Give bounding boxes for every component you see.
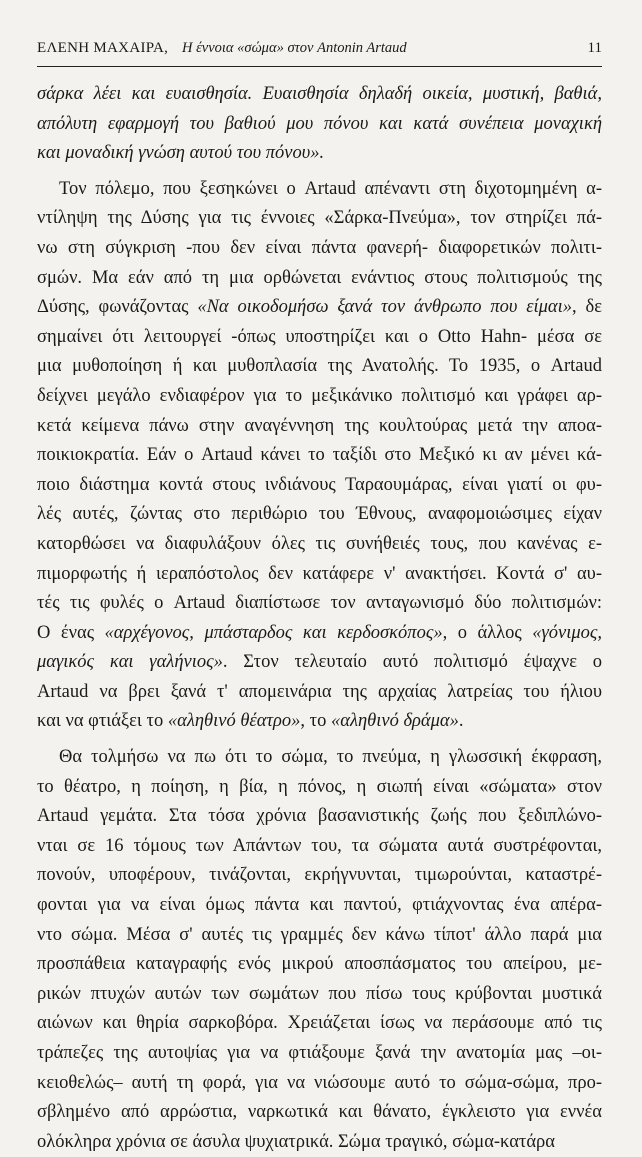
text-run: μια μυθοποίηση ή και μυθοπλασία της Ανατολής. Το 1935, ο Artaud	[37, 356, 602, 377]
text-line	[37, 471, 602, 501]
text-run: ντίληψη της Δύσης για τις έννοιες «Σάρκα-Πνεύμα», τον στηρίζει πά-	[37, 208, 602, 229]
text-run: ντο σώμα. Μέσα σ' αυτές τις γραμμές δεν κάνω τίποτ' άλλο παρά μια	[37, 924, 602, 945]
text-line	[37, 921, 602, 951]
text-line	[37, 648, 602, 678]
text-run: Θα τολμήσω να πω ότι το σώμα, το πνεύμα, η γλωσσική έκφραση,	[59, 747, 602, 768]
text-run: ποιο διάστημα κοντά στους ινδιάνους Ταραουμάρας, είναι γιατί οι φυ-	[37, 474, 602, 495]
text-line	[37, 293, 602, 323]
italic-text-run: «γόνιμος,	[532, 622, 602, 643]
text-line	[37, 110, 602, 140]
text-run: Artaud να βρει ξανά τ' απομεινάρια της αρχαίας λατρείας του ήλιου	[37, 681, 602, 702]
text-line	[37, 773, 602, 803]
text-line	[37, 1098, 602, 1128]
text-line	[37, 678, 602, 708]
text-line	[37, 500, 602, 530]
text-line	[37, 560, 602, 590]
text-run: ποικιοκρατία. Εάν ο Artaud κάνει το ταξίδι στο Μεξικό κι αν μένει κά-	[37, 445, 602, 466]
text-run: το θέατρο, η ποίηση, η βία, η πόνος, η σιωπή είναι «σώματα» στον	[37, 776, 602, 797]
text-line	[37, 1039, 602, 1069]
header-author: ΕΛΕΝΗ ΜΑΧΑΙΡΑ,	[37, 40, 169, 56]
header-rule	[37, 66, 602, 67]
text-run: .	[458, 711, 464, 732]
text-run: αιώνων και θηρία σαρκοβόρα. Χρειάζεται ίσως να περάσουμε από τις	[37, 1013, 602, 1034]
text-line	[37, 619, 602, 649]
text-run: σημαίνει ότι λειτουργεί -όπως υποστηρίζει και ο Otto Hahn- μέσα σε	[37, 326, 602, 347]
text-line	[37, 530, 602, 560]
text-run: Artaud γεμάτα. Στα τόσα χρόνια βασανιστικής ζωής που ξεδιπλώνο-	[37, 806, 602, 827]
text-run: Τον πόλεμο, που ξεσηκώνει ο Artaud απέναντι στη διχοτομημένη α-	[59, 178, 602, 199]
page-number: 11	[587, 40, 602, 56]
text-line	[37, 139, 602, 169]
text-run: τές τις φυλές ο Artaud διαπίστωσε τον ανταγωνισμό δύο πολιτισμών:	[37, 593, 602, 614]
text-line	[37, 412, 602, 442]
italic-text-run: απόλυτη εφαρμογή του βαθιού μου πόνου και κατά συνέπεια μοναχική	[37, 113, 602, 134]
text-run: νω στη σύγκριση -που δεν είναι πάντα φανερή- διαφορετικών πολιτι-	[37, 237, 602, 258]
text-line	[37, 589, 602, 619]
text-run: σμών. Μα εάν από τη μια ορθώνεται ενάντιος στους πολιτισμούς της	[37, 267, 602, 288]
text-line	[37, 234, 602, 264]
text-run: Δύσης, φωνάζοντας	[37, 297, 198, 318]
italic-text-run: και μοναδική γνώση αυτού του πόνου».	[37, 143, 325, 164]
text-line	[37, 352, 602, 382]
text-line	[37, 1009, 602, 1039]
paragraph	[37, 743, 602, 1157]
text-line	[37, 204, 602, 234]
text-run: πιμορφωτής ή ιεραπόστολος δεν κατάφερε ν' ανακτήσει. Κοντά σ' αυ-	[37, 563, 602, 584]
text-run: κειοθελώς– αυτή τη φορά, για να νιώσουμε αυτό το σώμα-σώμα, προ-	[37, 1072, 602, 1093]
text-run: λές αυτές, ζώντας στο περιθώριο του Έθνους, αναφομοιώσιμες είχαν	[37, 504, 602, 525]
text-run: πονούν, υποφέρουν, τινάζονται, εκρήγνυνται, τιμωρούνται, καταστρέ-	[37, 865, 602, 886]
text-run: , ο άλλος	[442, 622, 533, 643]
italic-text-run: μαγικός και γαλήνιος»	[37, 652, 223, 673]
text-run: Ο ένας	[37, 622, 105, 643]
body-text	[37, 80, 602, 1157]
text-line	[37, 264, 602, 294]
text-line	[37, 861, 602, 891]
text-run: κετά κείμενα πάνω στην αναγέννηση της κουλτούρας μετά την αποα-	[37, 415, 602, 436]
paragraph	[37, 80, 602, 169]
text-run: , δε	[572, 297, 602, 318]
text-line	[37, 382, 602, 412]
text-line	[37, 980, 602, 1010]
text-run: νται σε 16 τόμους των Απάντων του, τα σώματα αυτά συστρέφονται,	[37, 835, 602, 856]
paragraph	[37, 175, 602, 737]
text-line	[37, 743, 602, 773]
text-line	[37, 950, 602, 980]
text-run: προσπάθεια καταγραφής ενός μικρού αποσπάσματος του απείρου, με-	[37, 954, 602, 975]
italic-text-run: σάρκα λέει και ευαισθησία. Ευαισθησία δηλαδή οικεία, μυστική, βαθιά,	[37, 84, 602, 104]
text-run: κατορθώσει να διαφυλάξουν όλες τις συνήθειές τους, που κανένας ε-	[37, 533, 602, 554]
italic-text-run: «αληθινό θέατρο»	[167, 711, 301, 732]
header-separator	[168, 40, 172, 57]
text-line	[37, 832, 602, 862]
text-line	[37, 80, 602, 110]
text-line	[37, 1069, 602, 1099]
text-line	[37, 175, 602, 205]
text-run: ολόκληρα χρόνια σε άσυλα ψυχιατρικά. Σώμα τραγικό, σώμα-κατάρα	[37, 1131, 555, 1152]
text-line	[37, 802, 602, 832]
italic-text-run: «αρχέγονος, μπάσταρδος και κερδοσκόπος»	[104, 622, 443, 643]
running-header	[37, 40, 602, 64]
text-run: φονται για να είναι όμως πάντα και παντού, φτιάχνοντας ένα απέρα-	[37, 895, 602, 916]
text-run: και να φτιάξει το	[37, 711, 168, 732]
text-run: δείχνει μεγάλο ενδιαφέρον για το μεξικάνικο πολιτισμό και γράφει αρ-	[37, 385, 602, 406]
header-title: Η έννοια «σώμα» στον Antonin Artaud	[181, 40, 407, 56]
text-line	[37, 323, 602, 353]
text-run: . Στον τελευταίο αυτό πολιτισμό έψαχνε ο	[222, 652, 602, 673]
italic-text-run: «Να οικοδομήσω ξανά τον άνθρωπο που είμαι»	[197, 297, 573, 318]
text-line	[37, 891, 602, 921]
text-run: σβλημένο από αρρώστια, ναρκωτικά και θάνατο, έγκλειστο για εννέα	[37, 1102, 602, 1123]
text-line	[37, 1128, 602, 1157]
italic-text-run: «αληθινό δράμα»	[330, 711, 459, 732]
text-run: ρικών πτυχών αυτών των σωμάτων που πίσω τους κρύβονται μυστικά	[37, 983, 602, 1004]
text-run: τράπεζες της αυτοψίας για να φτιάξουμε ξανά την ανατομία μας –οι-	[37, 1043, 602, 1063]
text-line	[37, 707, 602, 737]
text-line	[37, 441, 602, 471]
text-run: , το	[300, 711, 331, 732]
